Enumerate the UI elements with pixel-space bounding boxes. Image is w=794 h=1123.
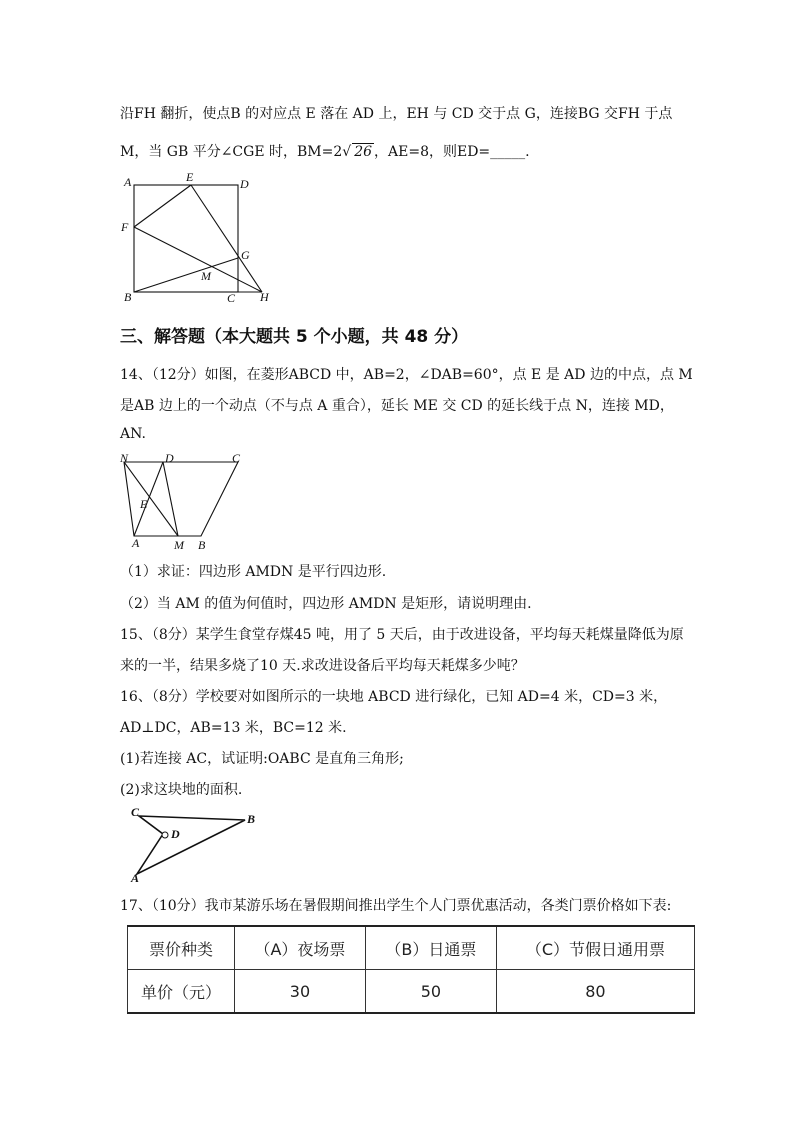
label-m: M [174,538,184,552]
label-b: B [247,812,256,826]
table-header-row [128,926,695,970]
q14-part2: （2）当 AM 的值为何值时，四边形 AMDN 是矩形，请说明理由. [120,596,532,612]
q14-part1: （1）求证：四边形 AMDN 是平行四边形. [120,564,387,580]
q13-text-line2-a: M，当 GB 平分∠CGE 时，BM=2 [120,144,343,160]
price-table [127,925,695,1014]
q16-text-line1: 16、（8分）学校要对如图所示的一块地 ABCD 进行绿化，已知 AD=4 米，CD=3 米， [120,689,668,705]
sqrt-sign: √ [342,144,352,160]
q16-part2: (2)求这块地的面积. [120,782,243,798]
q13-text-line2 [120,141,530,161]
label-d: D [171,827,180,841]
label-b: B [198,538,206,552]
q16-text-line2: AD⊥DC，AB=13 米，BC=12 米. [120,720,347,736]
label-a: A [132,536,140,550]
q16-figure [125,806,275,884]
label-e: E [186,170,194,184]
q14-figure [110,450,260,560]
label-b: B [124,290,132,304]
segment-da [134,462,163,536]
q17-text-line1: 17、（10分）我市某游乐场在暑假期间推出学生个人门票优惠活动，各类门票价格如下表: [120,898,672,914]
point-d [162,832,168,838]
answer-blank: _____ [490,144,526,160]
label-e: E [140,497,148,511]
segment-bg [134,258,238,292]
table-cell: 30 [235,970,366,1014]
table-cell: （C）节假日通用票 [496,926,694,970]
q15-text-line1: 15、（8分）某学生食堂存煤45 吨，用了 5 天后，由于改进设备，平均每天耗煤量降低为原 [120,627,684,643]
segment-fe [134,185,191,227]
q13-text-line1: 沿FH 翻折，使点B 的对应点 E 落在 AD 上，EH 与 CD 交于点 G，连接BG 交FH 于点 [120,106,673,122]
q14-text-line1: 14、（12分）如图，在菱形ABCD 中，AB=2，∠DAB=60°，点 E 是 AD 边的中点，点 M [120,367,693,383]
q16-part1: (1)若连接 AC，试证明:OABC 是直角三角形; [120,751,404,767]
label-h: H [260,290,269,304]
table-cell: 单价（元） [128,970,235,1014]
quadrilateral-abcd [137,816,245,874]
label-c: C [227,291,236,305]
q15-text-line2: 来的一半，结果多烧了10 天.求改进设备后平均每天耗煤多少吨？ [120,658,525,674]
label-f: F [121,220,129,234]
q14-text-line2: 是AB 边上的一个动点（不与点 A 重合），延长 ME 交 CD 的延长线于点 N，连接 MD， [120,398,674,414]
label-n: N [120,451,129,465]
q13-text-line2-b: ，AE=8，则ED= [374,144,491,160]
label-c: C [232,451,241,465]
sqrt-radicand: 26 [354,144,373,160]
table-cell: 80 [496,970,694,1014]
table-row [128,970,695,1014]
q14-text-line3: AN. [120,426,146,442]
table-cell: 票价种类 [128,926,235,970]
square-abcd [134,185,238,292]
label-c: C [131,805,140,819]
label-d: D [240,177,249,191]
table-cell: 50 [365,970,496,1014]
label-a: A [131,871,140,885]
table-cell: （B）日通票 [365,926,496,970]
label-d: D [165,451,174,465]
label-m: M [201,269,211,283]
q13-period: . [525,144,530,160]
label-g: G [241,248,250,262]
label-a: A [124,175,132,189]
section-heading: 三、解答题（本大题共 5 个小题，共 48 分） [120,327,469,347]
table-cell: （A）夜场票 [235,926,366,970]
q13-figure [110,170,290,310]
